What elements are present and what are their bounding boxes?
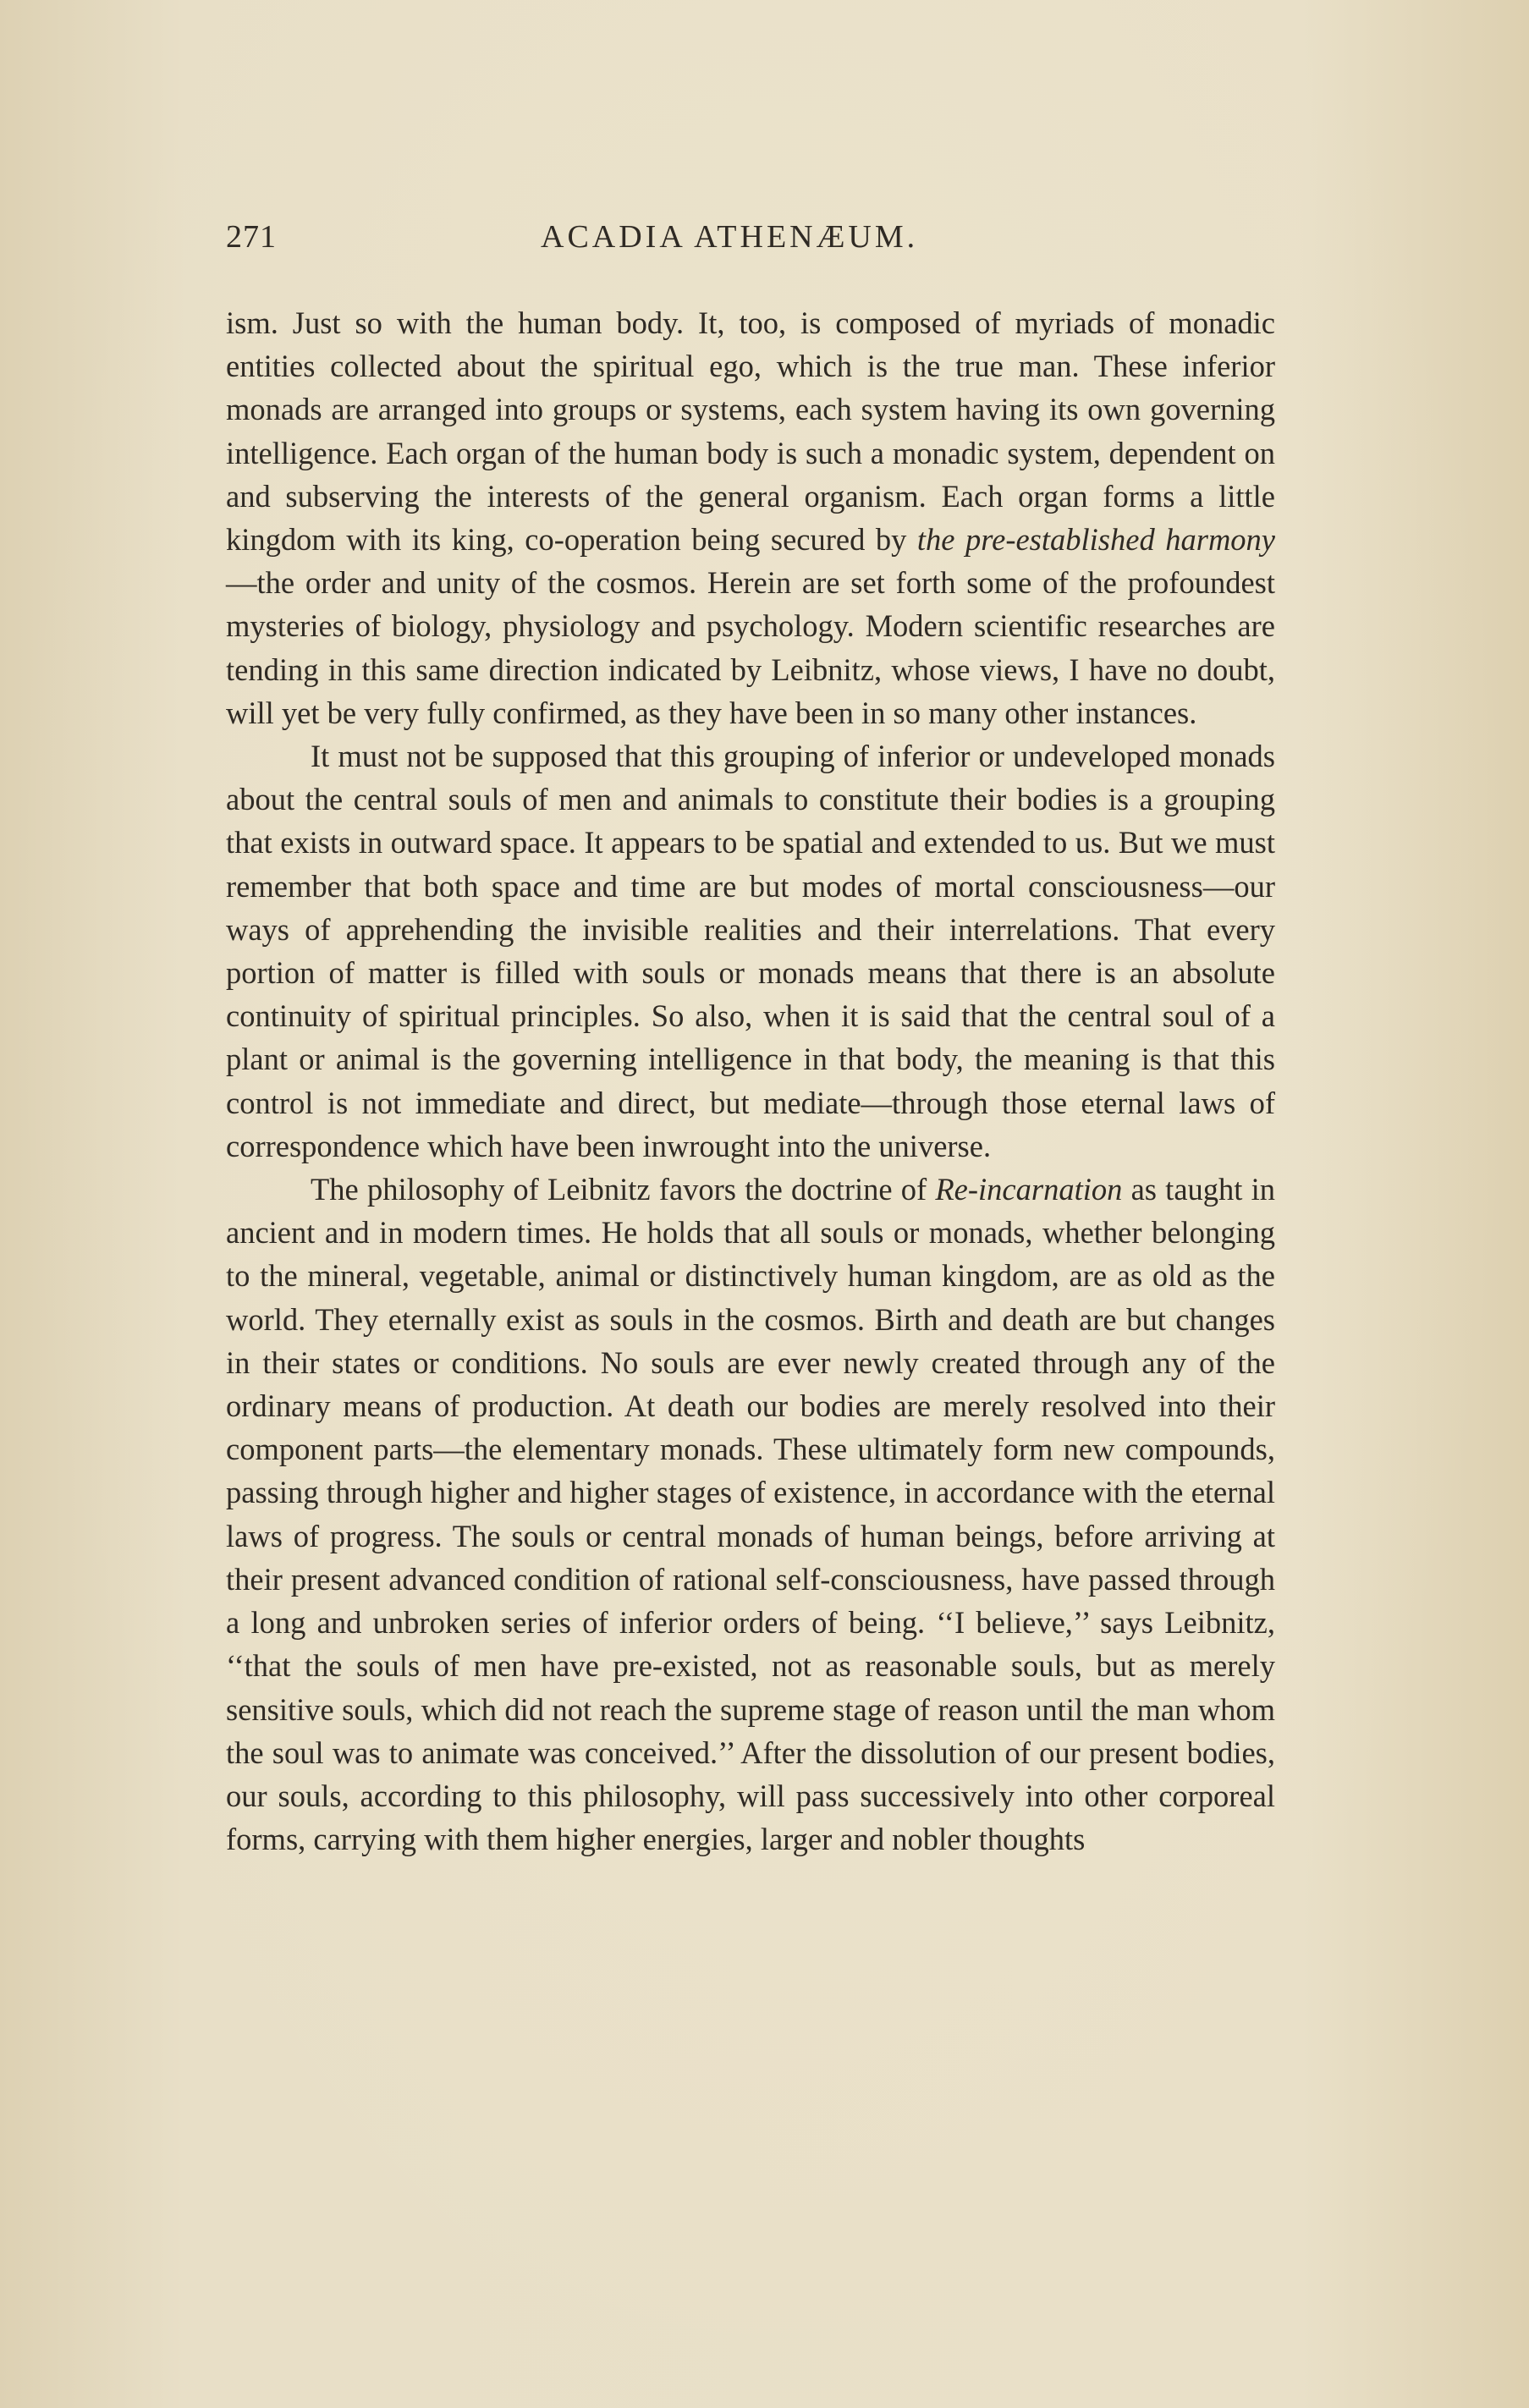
text-segment: ism. Just so with the human body. It, too, is composed of myriads of monadic entities collected about the spiritual ego, which is the true man. These inferior monads are arranged into groups or systems, each system having its own governing intelligence. Each organ of the human body is such a monadic system, dependent on and subserving the interests of the general organism. Each organ forms a little kingdom with its king, co-operation being secured by xyxy=(226,305,1275,558)
running-title: ACADIA ATHENÆUM. xyxy=(541,219,919,255)
paragraph-1 xyxy=(226,301,1275,734)
italic-phrase-pre-established-harmony: the pre-established harmony xyxy=(916,522,1276,558)
text-segment: —the order and unity of the cosmos. Herein are set forth some of the profoundest mysteries of biology, physiology and psychology. Modern scientific researches are tending in this same direction indicated by Leibnitz, whose views, I have no doubt, will yet be very fully confirmed, as they have been in so many other instances. xyxy=(226,565,1275,730)
body-text xyxy=(226,301,1275,1861)
page-header xyxy=(226,218,1284,261)
text-segment: The philosophy of Leibnitz favors the doctrine of xyxy=(311,1172,936,1207)
paragraph-3 xyxy=(226,1168,1275,1861)
italic-word-re-incarnation: Re-incarnation xyxy=(935,1172,1123,1207)
text-segment: It must not be supposed that this grouping of inferior or undeveloped monads about the central souls of men and animals to constitute their bodies is a grouping that exists in outward space. It appears to be spatial and extended to us. But we must remember that both space and time are but modes of mortal consciousness—our ways of apprehending the invisible realities and their interrelations. That every portion of matter is filled with souls or monads means that there is an absolute continuity of spiritual principles. So also, when it is said that the central soul of a plant or animal is the governing intelligence in that body, the meaning is that this control is not immediate and direct, but mediate—through those eternal laws of correspondence which have been inwrought into the universe. xyxy=(226,739,1275,1163)
text-segment: as taught in ancient and in modern times. He holds that all souls or monads, whether belonging to the mineral, vegetable, animal or distinctively human kingdom, are as old as the world. They eternally exist as souls in the cosmos. Birth and death are but changes in their states or conditions. No souls are ever newly created through any of the ordinary means of production. At death our bodies are merely resolved into their component parts—the elementary monads. These ultimately form new compounds, passing through higher and higher stages of existence, in accordance with the eternal laws of progress. The souls or central monads of human beings, before arriving at their present advanced condition of rational self-consciousness, have passed through a long and unbroken series of inferior orders of being. ‘‘I believe,’’ says Leibnitz, ‘‘that the souls of men have pre-existed, not as reasonable souls, but as merely sensitive souls, which did not reach the supreme stage of reason until the man whom the soul was to animate was conceived.’’ After the dissolution of our present bodies, our souls, according to this philosophy, will pass successively into other corporeal forms, carrying with them higher energies, larger and nobler thoughts xyxy=(226,1172,1275,1857)
page-number: 271 xyxy=(226,219,277,255)
paragraph-2 xyxy=(226,734,1275,1168)
